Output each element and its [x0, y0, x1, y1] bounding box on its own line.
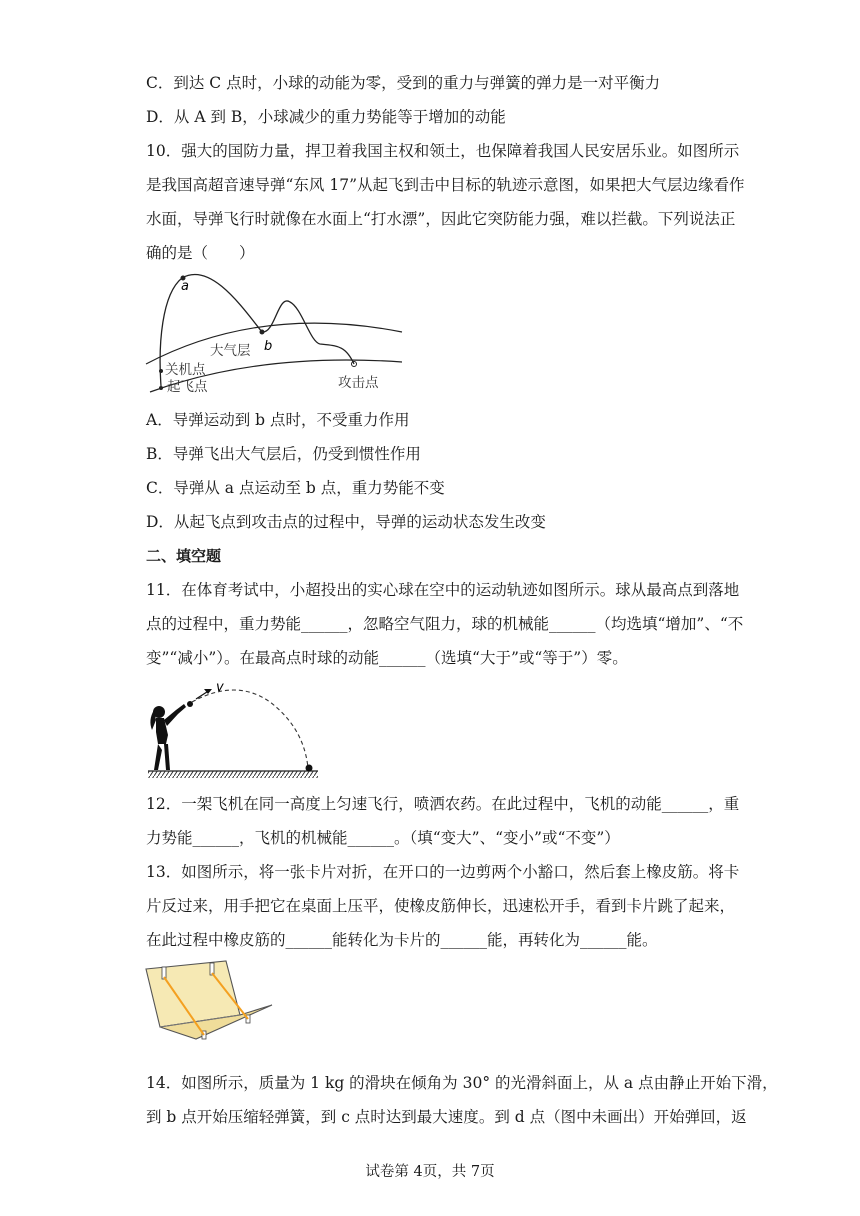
ball-landing: [306, 765, 313, 772]
missile-trajectory-figure: [140, 264, 410, 398]
label-takeoff-point: 起飞点: [167, 379, 208, 395]
q10-stem-line-3: 水面，导弹飞行时就像在水面上“打水漂”，因此它突防能力强，难以拦截。下列说法正: [146, 210, 736, 228]
q11-stem-line-3: 变”“减小”）。在最高点时球的动能______（选填“大于”或“等于”）零。: [146, 649, 628, 667]
label-attack-point: 攻击点: [338, 375, 379, 391]
q10-option-b: B．导弹飞出大气层后，仍受到惯性作用: [146, 445, 421, 463]
point-b-dot: [260, 330, 265, 335]
label-b: b: [264, 339, 273, 354]
q10-stem-line-2: 是我国高超音速导弹“东风 17”从起飞到击中目标的轨迹示意图，如果把大气层边缘看作: [146, 176, 745, 194]
atmosphere-edge-curve: [146, 323, 402, 364]
ground-hatch: [148, 771, 318, 778]
q13-stem-line-1: 13．如图所示，将一张卡片对折，在开口的一边剪两个小豁口，然后套上橡皮筋。将卡: [146, 863, 740, 881]
label-v: v: [216, 680, 224, 695]
label-shutdown-point: 关机点: [165, 362, 206, 378]
q10-option-c: C．导弹从 a 点运动至 b 点，重力势能不变: [146, 479, 445, 497]
section-heading: 二、填空题: [146, 547, 222, 565]
q10-stem-line-4: 确的是（ ）: [146, 244, 255, 262]
q14-stem-line-2: 到 b 点开始压缩轻弹簧，到 c 点时达到最大速度。到 d 点（图中未画出）开始弹回，返: [146, 1108, 747, 1126]
page-footer: 试卷第 4页，共 7页: [365, 1164, 495, 1180]
q13-stem-line-2: 片反过来，用手把它在桌面上压平，使橡皮筋伸长，迅速松开手，看到卡片跳了起来，: [146, 897, 736, 915]
ball-throw-figure: [146, 680, 326, 780]
takeoff-point-dot: [159, 386, 163, 390]
folded-card-figure: [140, 955, 280, 1045]
q9-option-c: C．到达 C 点时，小球的动能为零，受到的重力与弹簧的弹力是一对平衡力: [146, 74, 661, 92]
q13-stem-line-3: 在此过程中橡皮筋的______能转化为卡片的______能，再转化为______能。: [146, 931, 658, 949]
ball-trajectory: [192, 690, 308, 768]
q11-stem-line-1: 11．在体育考试中，小超投出的实心球在空中的运动轨迹如图所示。球从最高点到落地: [146, 581, 740, 599]
q10-option-a: A．导弹运动到 b 点时，不受重力作用: [146, 411, 410, 429]
q9-option-d: D．从 A 到 B，小球减少的重力势能等于增加的动能: [146, 108, 506, 126]
shutdown-point-dot: [159, 369, 163, 373]
thrower-silhouette: [150, 704, 186, 770]
q11-stem-line-2: 点的过程中，重力势能______，忽略空气阻力，球的机械能______（均选填“增加”、“不: [146, 615, 744, 633]
q14-stem-line-1: 14．如图所示，质量为 1 kg 的滑块在倾角为 30° 的光滑斜面上，从 a 点由静止开始下滑，: [146, 1074, 778, 1092]
q12-stem-line-1: 12．一架飞机在同一高度上匀速飞行，喷洒农药。在此过程中，飞机的动能______，重: [146, 795, 740, 813]
label-a: a: [181, 279, 189, 294]
q10-option-d: D．从起飞点到攻击点的过程中，导弹的运动状态发生改变: [146, 513, 546, 531]
label-atmosphere: 大气层: [210, 343, 251, 359]
q10-stem-line-1: 10．强大的国防力量，捍卫着我国主权和领土，也保障着我国人民安居乐业。如图所示: [146, 142, 740, 160]
q12-stem-line-2: 力势能______，飞机的机械能______。（填“变大”、“变小”或“不变”）: [146, 829, 620, 847]
